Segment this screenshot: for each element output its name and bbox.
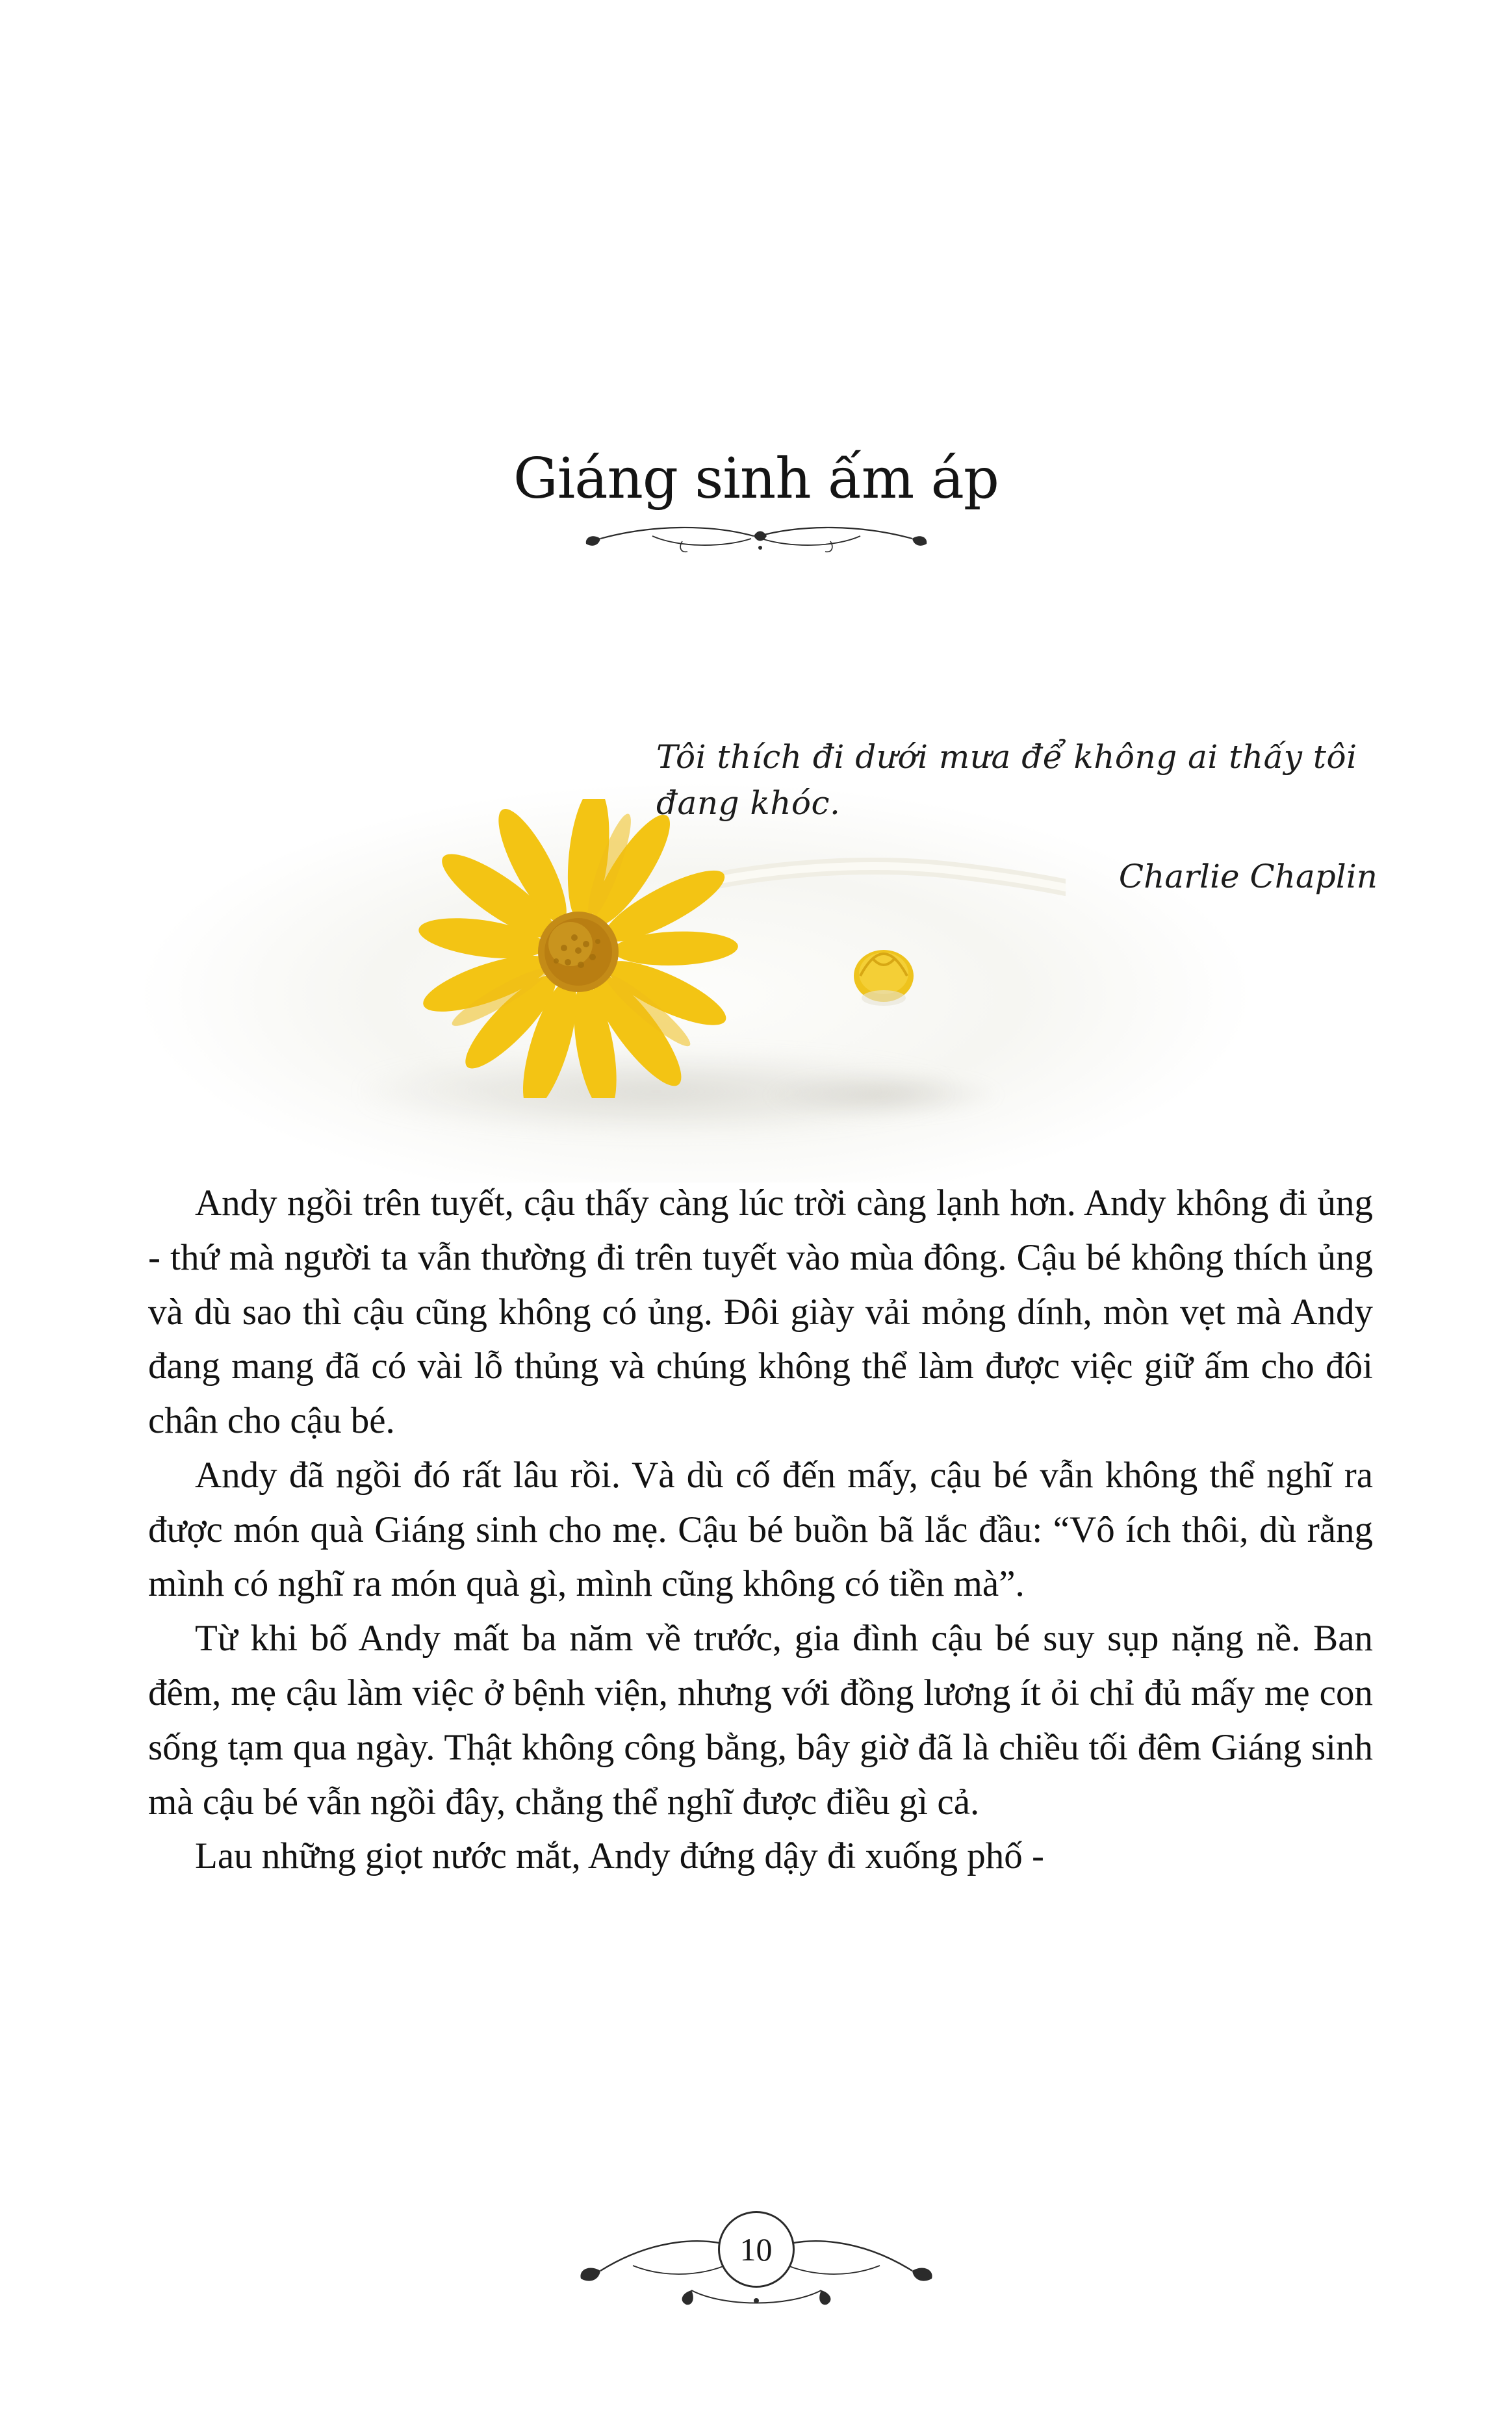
page-footer: [0, 2183, 1512, 2352]
paragraph: Andy đã ngồi đó rất lâu rồi. Và dù cố đến mấy, cậu bé vẫn không thể nghĩ ra được món quà Giáng sinh cho mẹ. Cậu bé buồn bã lắc đầu: “Vô ích thôi, dù rằng mình có nghĩ ra món quà gì, mình cũng không có tiền mà”.: [148, 1454, 1373, 1605]
paragraph: Lau những giọt nước mắt, Andy đứng dậy đi xuống phố -: [195, 1835, 1045, 1877]
ornament-flourish-icon: [561, 522, 951, 559]
photo-shadow-secondary: [767, 1072, 1001, 1118]
page-title: Giáng sinh ấm áp: [513, 446, 999, 511]
page-number: 10: [718, 2211, 795, 2288]
title-ornament: [0, 522, 1512, 559]
paragraph: Andy ngồi trên tuyết, cậu thấy càng lúc trời càng lạnh hơn. Andy không đi ủng - thứ mà người ta vẫn thường đi trên tuyết vào mùa đông. Cậu bé không thích ủng và dù sao thì cậu cũng không có ủng. Đôi giày vải mỏng dính, mòn vẹt mà Andy đang mang đã có vài lỗ thủng và chúng không thể làm được việc giữ ấm cho đôi chân cho cậu bé.: [148, 1183, 1373, 1442]
quote-text: Tôi thích đi dưới mưa để không ai thấy tôi đang khóc.: [656, 738, 1357, 822]
flower-bud-icon: [838, 936, 929, 1020]
quote-author: Charlie Chaplin: [1118, 858, 1377, 895]
title-block: [0, 448, 1512, 559]
footer-inner: [529, 2193, 984, 2342]
quote-block: [656, 734, 1384, 895]
body-text: [148, 1176, 1373, 1884]
paragraph: Từ khi bố Andy mất ba năm về trước, gia đình cậu bé suy sụp nặng nề. Ban đêm, mẹ cậu làm việc ở bệnh viện, nhưng với đồng lương ít ỏi chỉ đủ mấy mẹ con sống tạm qua ngày. Thật không công bằng, bây giờ đã là chiều tối đêm Giáng sinh mà cậu bé vẫn ngồi đây, chẳng thể nghĩ được điều gì cả.: [148, 1618, 1373, 1823]
